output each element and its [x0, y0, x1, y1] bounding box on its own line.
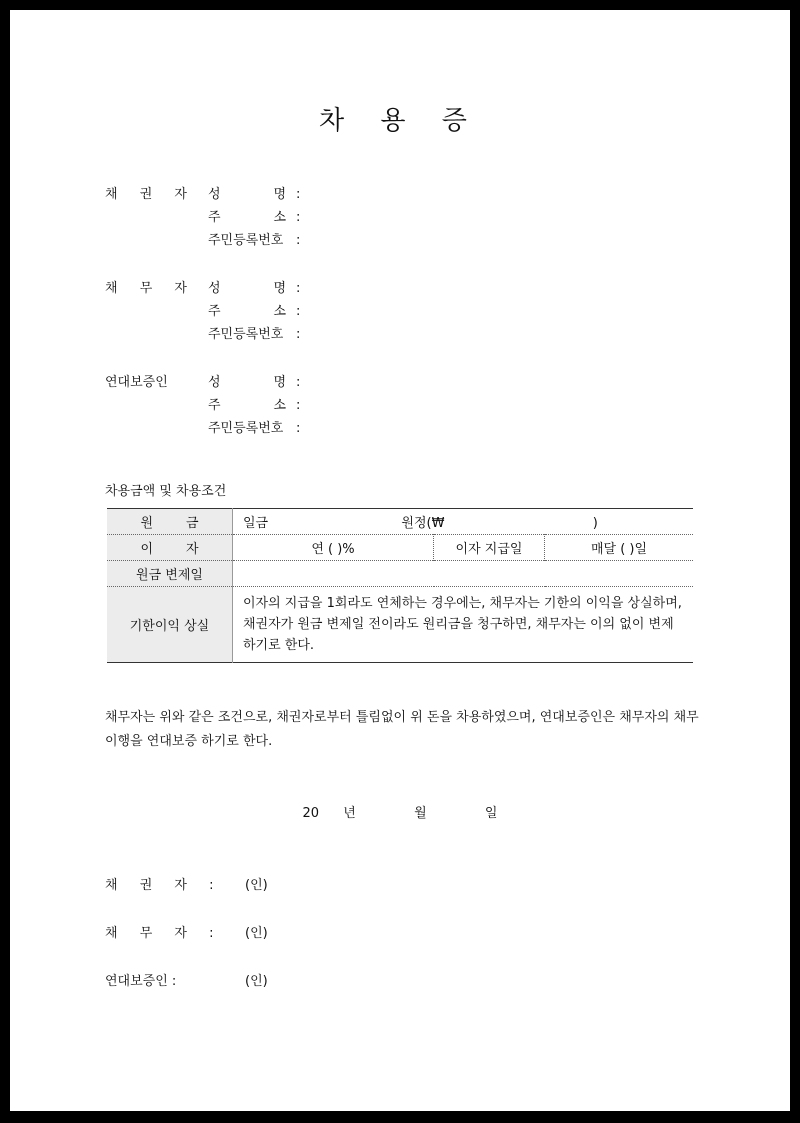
field-address: 주 소 : [208, 398, 301, 413]
repay-label: 원금 변제일 [107, 561, 233, 587]
interest-rate: 연 ( )% [233, 535, 434, 561]
field-address: 주 소 : [208, 304, 301, 319]
signature-debtor: 채 무 자 : (인) [105, 926, 268, 941]
field-address: 주 소 : [208, 210, 301, 225]
party-role: 채 무 자 [105, 281, 196, 296]
document-page [10, 10, 790, 1111]
agreement-paragraph: 채무자는 위와 같은 조건으로, 채권자로부터 틀림없이 위 돈을 차용하였으며, 연대보증인은 채무자의 채무이행을 연대보증 하기로 한다. [105, 710, 699, 749]
party-role: 채 권 자 [105, 187, 196, 202]
principal-value: 일금 원정(₩ ) [243, 516, 598, 531]
field-rrn: 주민등록번호 : [208, 421, 301, 436]
field-name: 성 명 : [208, 187, 301, 202]
interest-day-label: 이자 지급일 [434, 535, 545, 561]
date-year: 년 [343, 806, 356, 821]
section-title: 차용금액 및 차용조건 [105, 484, 227, 499]
date-month: 월 [414, 806, 427, 821]
interest-label: 이 자 [107, 535, 233, 561]
document-title: 차 용 증 [319, 106, 481, 136]
table-row-forfeit [107, 587, 693, 663]
signature-creditor: 채 권 자 : (인) [105, 878, 268, 893]
forfeit-text: 이자의 지급을 1회라도 연체하는 경우에는, 채무자는 기한의 이익을 상실하며, 채권자가 원금 변제일 전이라도 원리금을 청구하면, 채무자는 이의 없이 변제하기로 한다. [243, 596, 682, 653]
seal-mark: (인) [245, 926, 268, 941]
date-prefix: 20 [302, 806, 320, 821]
field-name: 성 명 : [208, 375, 301, 390]
table-row-interest [107, 535, 693, 561]
field-rrn: 주민등록번호 : [208, 327, 301, 342]
table-row-repay [107, 561, 693, 587]
interest-day-value: 매달 ( )일 [590, 542, 648, 557]
field-name: 성 명 : [208, 281, 301, 296]
seal-mark: (인) [245, 974, 268, 989]
principal-label: 원 금 [107, 509, 233, 535]
table-row-principal [107, 509, 693, 535]
field-rrn: 주민등록번호 : [208, 233, 301, 248]
repay-value [233, 561, 694, 587]
terms-table [107, 508, 693, 663]
signature-guarantor: 연대보증인 : (인) [105, 974, 268, 989]
forfeit-label: 기한이익 상실 [107, 587, 233, 663]
date-day: 일 [484, 806, 498, 821]
seal-mark: (인) [245, 878, 268, 893]
date-line [10, 802, 790, 821]
party-role: 연대보증인 [105, 375, 168, 390]
